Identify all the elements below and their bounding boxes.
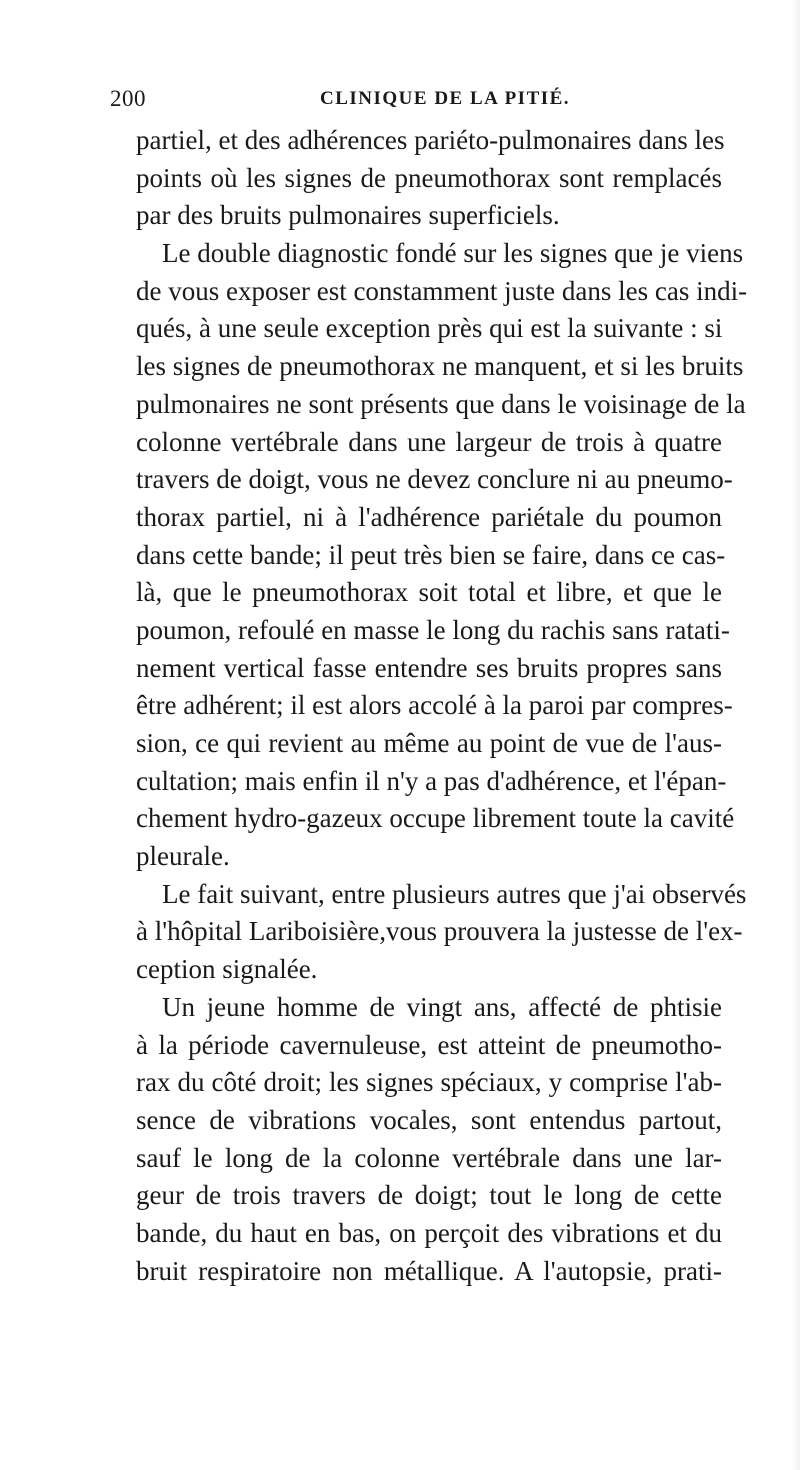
text-line: sence de vibrations vocales, sont entendus partout, <box>136 1104 722 1135</box>
text-line: ception signalée. <box>136 954 318 985</box>
text-line: qués, à une seule exception près qui est la suivante : si <box>136 313 723 344</box>
text-line: là, que le pneumothorax soit total et libre, et que le <box>136 577 722 608</box>
text-line: pulmonaires ne sont présents que dans le voisinage de la <box>136 388 746 419</box>
text-line: sauf le long de la colonne vertébrale dans une lar- <box>136 1142 722 1173</box>
text-line: Le fait suivant, entre plusieurs autres que j'ai observés <box>162 878 747 909</box>
text-line: nement vertical fasse entendre ses bruits propres sans <box>136 652 722 683</box>
text-line: thorax partiel, ni à l'adhérence pariétale du poumon <box>136 501 722 532</box>
text-line: poumon, refoulé en masse le long du rachis sans ratati- <box>136 614 730 645</box>
text-line: Le double diagnostic fondé sur les signes que je viens <box>162 238 744 269</box>
text-line: partiel, et des adhérences pariéto-pulmonaires dans les <box>136 125 725 155</box>
body-text <box>136 122 748 1290</box>
text-line: dans cette bande; il peut très bien se faire, dans ce cas- <box>136 539 726 570</box>
running-head <box>110 86 710 116</box>
text-line: à l'hôpital Lariboisière,vous prouvera la justesse de l'ex- <box>136 916 743 947</box>
text-line: pleurale. <box>136 841 230 872</box>
text-line: chement hydro-gazeux occupe librement toute la cavité <box>136 803 735 834</box>
text-line: bande, du haut en bas, on perçoit des vibrations et du <box>136 1217 722 1248</box>
running-title: CLINIQUE DE LA PITIÉ. <box>320 88 571 109</box>
text-line: sion, ce qui revient au même au point de vue de l'aus- <box>136 728 722 758</box>
text-line: geur de trois travers de doigt; tout le long de cette <box>136 1180 722 1211</box>
page-number: 200 <box>110 86 146 111</box>
page-edge-shadow <box>792 0 800 1470</box>
text-line: être adhérent; il est alors accolé à la paroi par compres- <box>136 690 733 721</box>
text-line: les signes de pneumothorax ne manquent, et si les bruits <box>136 351 744 382</box>
text-line: colonne vertébrale dans une largeur de trois à quatre <box>136 426 722 457</box>
text-line: bruit respiratoire non métallique. A l'autopsie, prati- <box>136 1255 722 1286</box>
text-line: par des bruits pulmonaires superficiels. <box>136 200 560 231</box>
text-line: points où les signes de pneumothorax sont remplacés <box>136 162 722 193</box>
text-line: de vous exposer est constamment juste dans les cas indi- <box>136 275 748 306</box>
text-line: Un jeune homme de vingt ans, affecté de phtisie <box>162 991 722 1022</box>
text-line: travers de doigt, vous ne devez conclure ni au pneumo- <box>136 464 733 495</box>
text-line: cultation; mais enfin il n'y a pas d'adhérence, et l'épan- <box>136 765 727 796</box>
text-line: à la période cavernuleuse, est atteint de pneumotho- <box>136 1029 722 1060</box>
text-line: rax du côté droit; les signes spéciaux, y comprise l'ab- <box>136 1067 722 1098</box>
